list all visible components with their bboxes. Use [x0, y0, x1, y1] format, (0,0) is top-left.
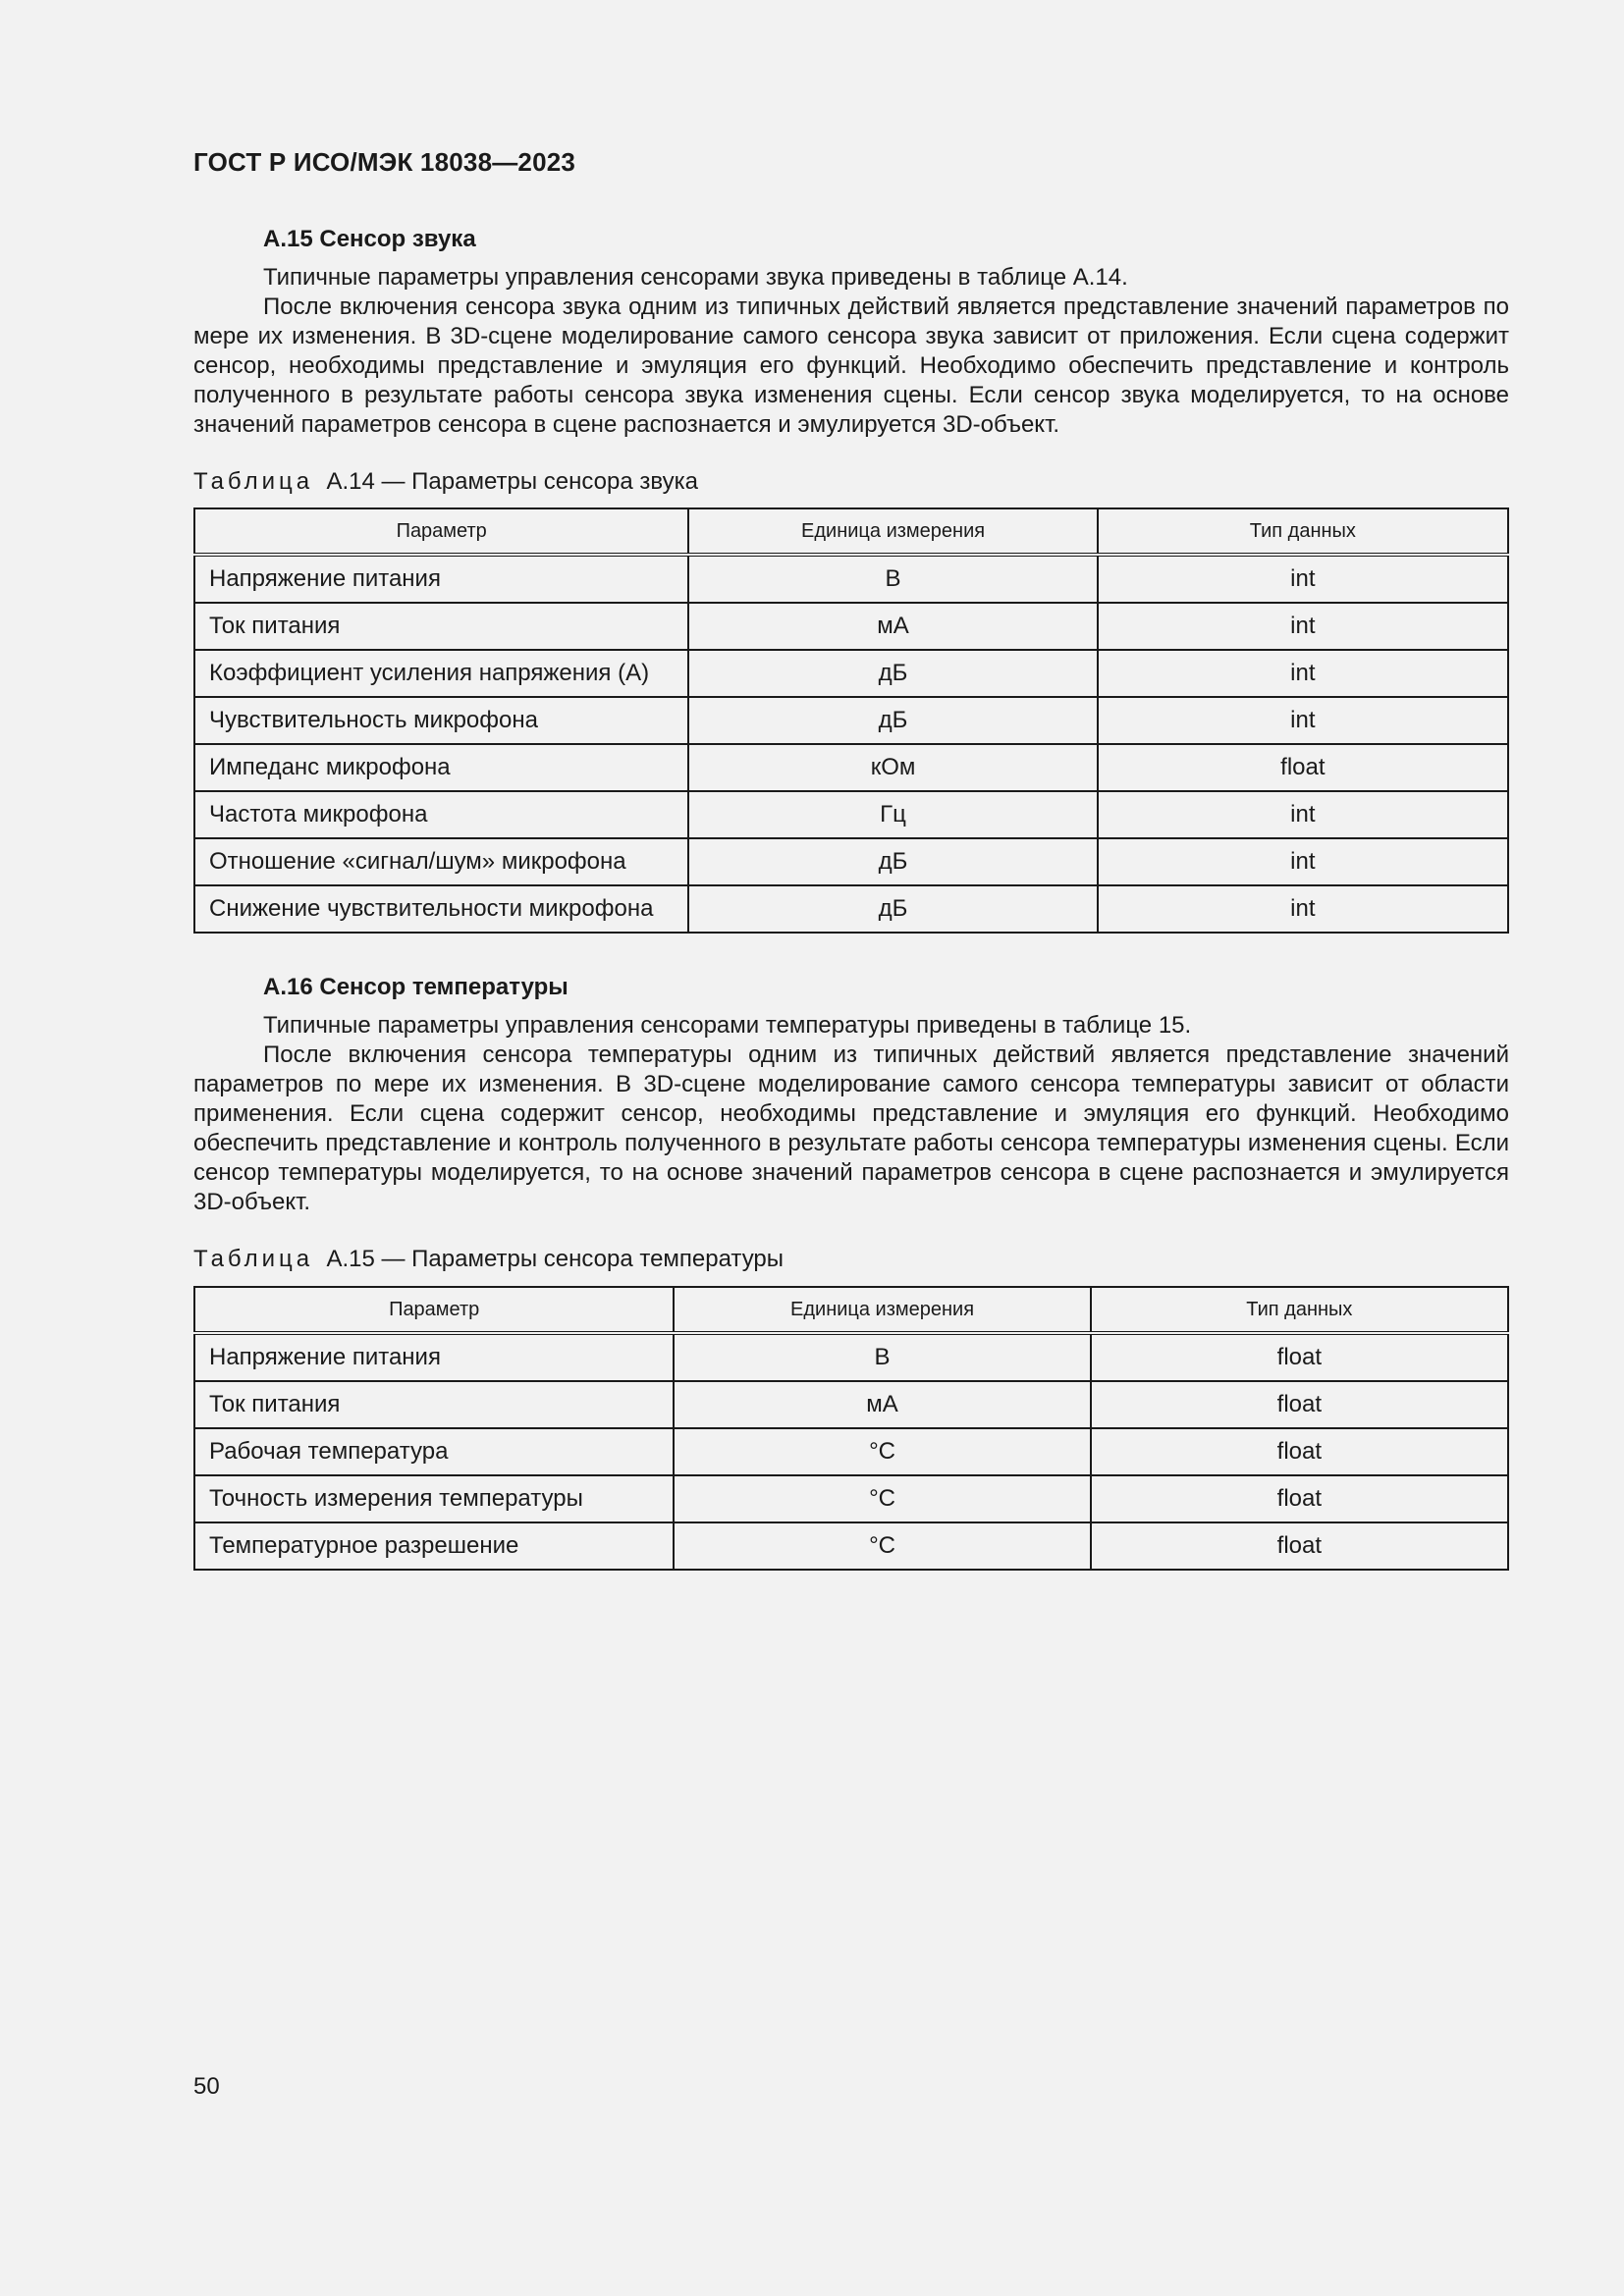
table-row — [194, 603, 1508, 650]
table-row — [194, 1475, 1508, 1522]
paragraph: Типичные параметры управления сенсорами звука приведены в таблице А.14. — [263, 264, 1128, 291]
paragraph: После включения сенсора звука одним из типичных действий является представление значений параметров по мере их изменения. В 3D-сцене моделирование самого сенсора звука зависит от приложения. Если сцена содержит сенсор, необходимы представление и эмуляция его функций. Необходимо обеспечить представление и контроль полученного в результате работы сенсора звука изменения сцены. Если сенсор звука моделируется, то на основе значений параметров сенсора в сцене распознается и эмулируется 3D-объект. — [193, 294, 1509, 438]
table-row — [194, 838, 1508, 885]
cell-type: float — [1091, 1475, 1508, 1522]
column-header: Тип данных — [1091, 1287, 1508, 1333]
cell-type: int — [1098, 697, 1508, 744]
cell-type: float — [1091, 1428, 1508, 1475]
column-header: Единица измерения — [688, 508, 1097, 555]
column-header: Параметр — [194, 1287, 674, 1333]
cell-unit: °С — [674, 1428, 1090, 1475]
table-row — [194, 885, 1508, 933]
cell-parameter: Отношение «сигнал/шум» микрофона — [194, 838, 688, 885]
table-row — [194, 1522, 1508, 1570]
cell-unit: дБ — [688, 697, 1097, 744]
cell-type: float — [1098, 744, 1508, 791]
cell-parameter: Рабочая температура — [194, 1428, 674, 1475]
cell-type: float — [1091, 1333, 1508, 1381]
table-row — [194, 1333, 1508, 1381]
table-row — [194, 744, 1508, 791]
cell-unit: Гц — [688, 791, 1097, 838]
cell-parameter: Напряжение питания — [194, 1333, 674, 1381]
table-row — [194, 555, 1508, 603]
table-a15-caption — [193, 1246, 784, 1273]
cell-type: int — [1098, 650, 1508, 697]
caption-prefix: Таблица — [193, 1246, 314, 1272]
cell-parameter: Чувствительность микрофона — [194, 697, 688, 744]
document-header: ГОСТ Р ИСО/МЭК 18038—2023 — [193, 147, 576, 177]
cell-parameter: Ток питания — [194, 603, 688, 650]
cell-unit: кОм — [688, 744, 1097, 791]
section-a16-body — [193, 1011, 1509, 1217]
cell-type: int — [1098, 555, 1508, 603]
cell-unit: дБ — [688, 650, 1097, 697]
cell-unit: мА — [674, 1381, 1090, 1428]
cell-parameter: Импеданс микрофона — [194, 744, 688, 791]
cell-unit: В — [688, 555, 1097, 603]
page-number: 50 — [193, 2073, 220, 2100]
table-row — [194, 650, 1508, 697]
column-header: Единица измерения — [674, 1287, 1090, 1333]
cell-unit: дБ — [688, 885, 1097, 933]
section-a15-body — [193, 263, 1509, 440]
caption-prefix: Таблица — [193, 468, 314, 495]
cell-unit: дБ — [688, 838, 1097, 885]
table-row — [194, 1428, 1508, 1475]
cell-parameter: Ток питания — [194, 1381, 674, 1428]
cell-unit: °С — [674, 1522, 1090, 1570]
cell-unit: мА — [688, 603, 1097, 650]
table-row — [194, 791, 1508, 838]
table-row — [194, 697, 1508, 744]
caption-text: А.15 — Параметры сенсора температуры — [326, 1246, 785, 1272]
table-a14-caption — [193, 468, 698, 496]
cell-type: int — [1098, 791, 1508, 838]
section-a16-title: А.16 Сенсор температуры — [263, 974, 568, 1000]
section-a15-title: А.15 Сенсор звука — [263, 226, 476, 252]
column-header: Тип данных — [1098, 508, 1508, 555]
column-header: Параметр — [194, 508, 688, 555]
cell-type: int — [1098, 603, 1508, 650]
cell-parameter: Точность измерения температуры — [194, 1475, 674, 1522]
cell-unit: В — [674, 1333, 1090, 1381]
cell-type: float — [1091, 1522, 1508, 1570]
cell-parameter: Температурное разрешение — [194, 1522, 674, 1570]
cell-unit: °С — [674, 1475, 1090, 1522]
cell-type: int — [1098, 838, 1508, 885]
cell-parameter: Коэффициент усиления напряжения (А) — [194, 650, 688, 697]
table-header-row — [194, 1287, 1508, 1333]
cell-type: float — [1091, 1381, 1508, 1428]
cell-parameter: Снижение чувствительности микрофона — [194, 885, 688, 933]
cell-type: int — [1098, 885, 1508, 933]
paragraph: Типичные параметры управления сенсорами температуры приведены в таблице 15. — [263, 1012, 1192, 1039]
cell-parameter: Напряжение питания — [194, 555, 688, 603]
table-row — [194, 1381, 1508, 1428]
table-a15 — [193, 1286, 1509, 1571]
cell-parameter: Частота микрофона — [194, 791, 688, 838]
table-header-row — [194, 508, 1508, 555]
paragraph: После включения сенсора температуры одним из типичных действий является представление значений параметров по мере их изменения. В 3D-сцене моделирование самого сенсора температуры зависит от области применения. Если сцена содержит сенсор, необходимы представление и эмуляция его функций. Необходимо обеспечить представление и контроль полученного в результате работы сенсора температуры изменения сцены. Если сенсор температуры моделируется, то на основе значений параметров сенсора в сцене распознается и эмулируется 3D-объект. — [193, 1041, 1509, 1215]
caption-text: А.14 — Параметры сенсора звука — [326, 468, 698, 495]
table-a14 — [193, 507, 1509, 934]
